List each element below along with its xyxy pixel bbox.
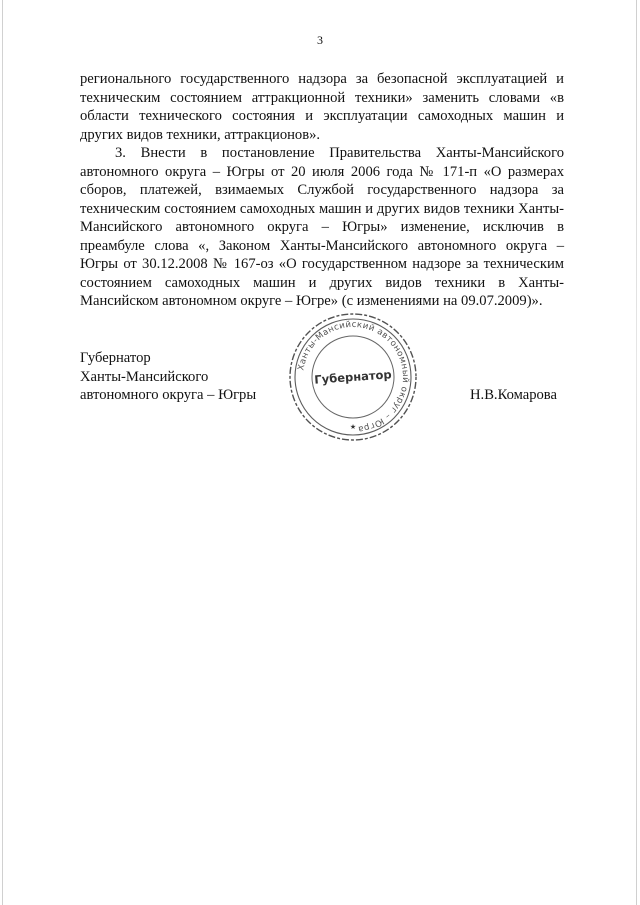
official-stamp-seal <box>284 308 422 446</box>
stamp-ring-text: Ханты-Мансийский автономный округ – Югра <box>296 319 411 434</box>
scan-edge-left <box>2 0 3 905</box>
page-number: 3 <box>317 33 323 47</box>
signatory-position-line: автономного округа – Югры <box>80 387 257 403</box>
document-body <box>80 70 564 311</box>
paragraph-item-3: 3. Внести в постановление Правительства Ханты-Мансийского автономного округа – Югры от 20 июля 2006 года № 171-п «О размерах сборов, платежей, взимаемых Службой государственного надзора за техническим состоянием самоходных машин и других видов техники Ханты-Мансийского автономного округа – Югры» изменение, исключив в преамбуле слова «, Законом Ханты-Мансийского автономного округа – Югры от 30.12.2008 № 167-оз «О государственном надзоре за техническим состоянием самоходных машин и других видов техники в Ханты-Мансийском автономном округе – Югре» (с изменениями на 09.07.2009)». <box>80 145 564 309</box>
stamp-star-icon: ★ <box>349 423 357 431</box>
signatory-position <box>80 349 256 405</box>
signatory-name: Н.В.Комарова <box>470 387 557 403</box>
signatory-position-line: Ханты-Мансийского <box>80 368 209 385</box>
scan-edge-right <box>636 0 637 905</box>
stamp-center-text: Губернатор <box>313 367 393 387</box>
paragraph-continuation: регионального государственного надзора за безопасной эксплуатацией и техническим состоянием аттракционной техники» заменить словами «в области технического состояния и эксплуатации самоходных машин и других видов техники, аттракционов». <box>80 71 564 143</box>
signatory-position-line: Губернатор <box>80 350 151 366</box>
